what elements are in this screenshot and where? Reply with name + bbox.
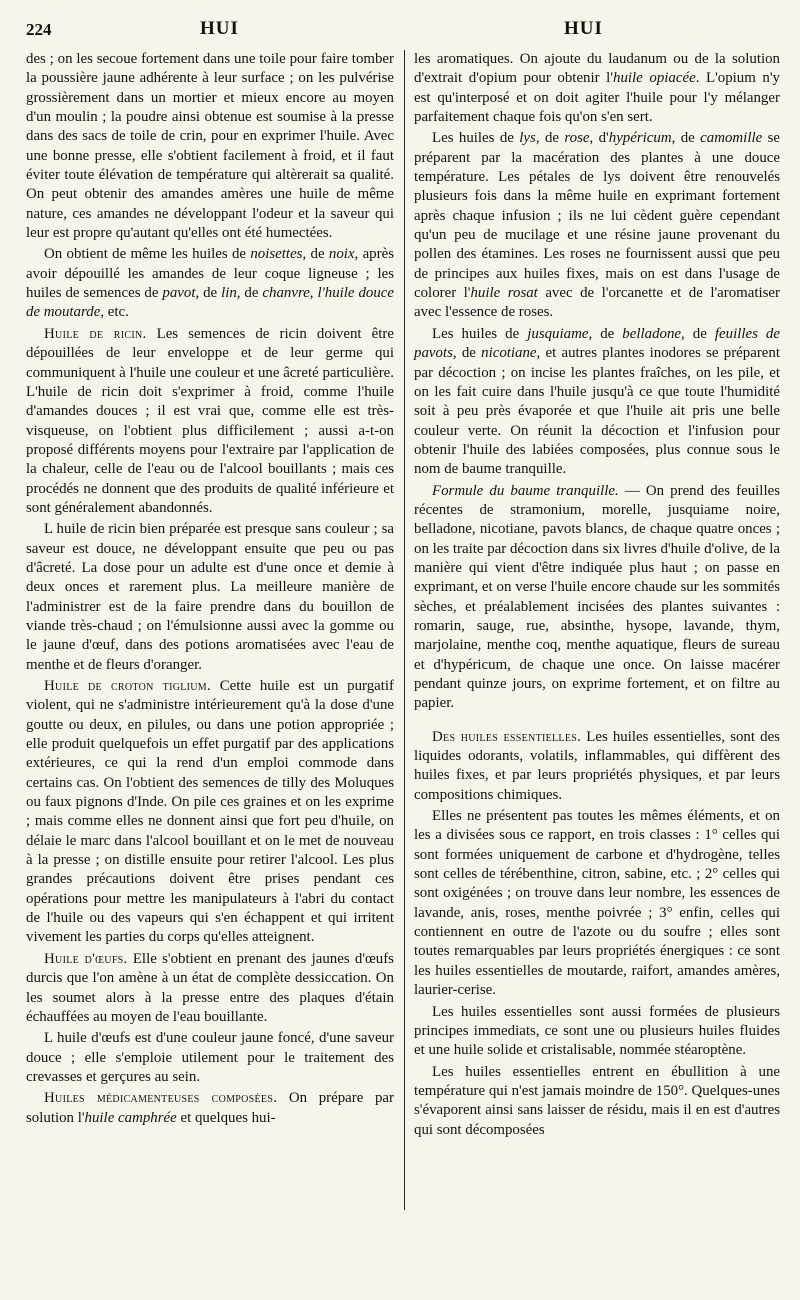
paragraph: Huile de croton tiglium. Cette huile est un purgatif violent, qui ne s'administre intérieurement qu'à la dose d'une goutte ou deux, en pilules, ou dans une potion appropriée ; elle produit quelquefois un effet purgatif par des applications extérieures, ce qui la rend d'un emploi commode dans certains cas. On l'obtient des semences de tilly des Moluques ou faux pignons d'Inde. On pile ces graines et on les exprime ; mais comme elles ne donnent ainsi que fort peu d'huile, on délaie le marc dans l'alcool bouillant et on le met de nouveau à la presse ; on distille ensuite pour retirer l'alcool. Les plus grandes précautions doivent être prises pendant ces opérations pour mettre les manipulateurs à l'abri du contact de l'huile ou des vapeurs qui s'en échappent et qui irritent vivement les parties du corps qu'elles atteignent.	[26, 678, 394, 946]
section-heading: Huiles médicamenteuses composées.	[44, 1090, 278, 1107]
paragraph: Formule du baume tranquille. — On prend des feuilles récentes de stramonium, morelle, jusquiame noire, belladone, nicotiane, pavots blancs, de chaque quatre onces ; on les traite par décoction dans six livres d'huile d'olive, de la manière qui vient d'être indiquée plus haut ; on passe en exprimant, et on verse l'huile encore chaude sur les sommités sèches, et préalablement incisées des plantes suivantes : romarin, sauge, rue, absinthe, hysope, lavande, thym, marjolaine, menthe coq, menthe aquatique, fleurs de sureau et d'hypéricum, de chaque une once. On laisse macérer pendant quinze jours, on exprime fortement, et on filtre au papier.	[414, 482, 780, 712]
page-number: 224	[26, 20, 52, 39]
paragraph: On obtient de même les huiles de noisettes, de noix, après avoir dépouillé les amandes de leur coque ligneuse ; les huiles de semences de pavot, de lin, de chanvre, l'huile douce de moutarde, etc.	[26, 246, 394, 321]
section-heading: Des huiles essentielles.	[432, 728, 582, 745]
paragraph: des ; on les secoue fortement dans une toile pour faire tomber la poussière jaune adhérente à leur surface ; on les pulvérise grossièrement dans un mortier et mieux encore au moyen d'un moulin ; la poudre ainsi obtenue est soumise à la presse dans des sacs de toile de crin, pour en exprimer l'huile. Avec une bonne presse, elle s'obtient facilement à froid, et il faut éviter toute élévation de température qui altèrerait sa qualité. On peut obtenir des amandes amères une huile de même nature, ces amandes ne développant l'odeur et la saveur qui leur est propre qu'autant qu'elles ont été humectées.	[26, 51, 394, 242]
paragraph: Des huiles essentielles. Les huiles essentielles, sont des liquides odorants, volatils, inflammables, qui diffèrent des huiles fixes, et par leurs propriétés physiques, et par leurs compositions chimiques.	[414, 728, 780, 803]
paragraph: Les huiles essentielles entrent en ébullition à une température qui n'est jamais moindre de 150°. Quelques-unes s'évaporent ainsi sans laisser de résidu, mais il en est d'autres qui sont décomposées	[414, 1063, 780, 1138]
section-heading: Formule du baume tranquille.	[432, 482, 619, 499]
paragraph: Huile de ricin. Les semences de ricin doivent être dépouillées de leur enveloppe et de leur germe qui communiquent à l'huile une couleur et une âcreté particulière. L'huile de ricin doit s'exprimer à froid, comme l'huile d'amandes douces ; il est vrai que, comme elle est très-visqueuse, on l'obtient plus difficilement ; aussi a-t-on proposé différents moyens pour l'extraire par l'application de la chaleur, celle de l'eau ou de l'alcool bouillants ; mais ces procédés ne donnent que des produits de qualité inférieure et sont généralement abandonnés.	[26, 325, 394, 516]
section-heading: Huile de ricin.	[44, 325, 147, 342]
column-divider	[404, 50, 405, 1210]
paragraph: Les huiles essentielles sont aussi formées de plusieurs principes immediats, ce sont une ou plusieurs huiles fluides et une huile solide et cristalisable, nommée stéaroptène.	[414, 1003, 780, 1059]
paragraph: L huile d'œufs est d'une couleur jaune foncé, d'une saveur douce ; elle s'emploie utilement pour le traitement des crevasses et gerçures au sein.	[26, 1030, 394, 1085]
paragraph: Elles ne présentent pas toutes les mêmes éléments, et on les a divisées sous ce rapport, en trois classes : 1° celles qui sont formées uniquement de carbone et d'hydrogène, telles sont celles de térébenthine, citron, sabine, etc. ; 2° celles qui sont oxigénées ; on trouve dans leur nombre, les essences de lavande, anis, roses, menthe poivrée ; 3° enfin, celles qui contiennent en outre de l'azote ou du soufre ; elles sont toutes remarquables par leurs propriétés énergiques : ce sont les huiles essentielles de moutarde, raifort, amandes amères, laurier-cerise.	[414, 808, 780, 999]
paragraph: L huile de ricin bien préparée est presque sans couleur ; sa saveur est douce, ne développant ensuite que peu ou pas d'âcreté. La dose pour un adulte est d'une once et demie à deux onces et rarement plus. La meilleure manière de l'administrer est de la faire prendre dans du bouillon de viande très-chaud ; on l'émulsionne aussi avec la gomme ou le jaune d'œuf, dans des potions aromatisées avec l'eau de menthe et de fleurs d'oranger.	[26, 521, 394, 673]
paragraph: Les huiles de lys, de rose, d'hypéricum, de camomille se préparent par la macération des plantes à une douce température. Les pétales de lys doivent être renouvelés plusieurs fois dans la même huile en exprimant fortement après chaque infusion ; ils ne lui cèdent guère cependant qu'un peu de mucilage et une résine jaune provenant du pollen des étamines. Les roses ne fournissent aussi que peu de principes aux huiles fixes, mais on est dans l'usage de colorer l'huile rosat avec de l'orcanette et de l'aromatiser avec l'essence de roses.	[414, 130, 780, 321]
left-column	[26, 50, 394, 1130]
running-head-right: HUI	[564, 18, 603, 39]
section-gap	[414, 716, 780, 728]
section-heading: Huile d'œufs.	[44, 950, 128, 967]
paragraph: les aromatiques. On ajoute du laudanum ou de la solution d'extrait d'opium pour obtenir l'huile opiacée. L'opium n'y est qu'interposé et on doit agiter l'huile pour l'y mélanger parfaitement chaque fois qu'on s'en sert.	[414, 51, 780, 126]
paragraph: Huiles médicamenteuses composées. On prépare par solution l'huile camphrée et quelques hui-	[26, 1090, 394, 1126]
section-heading: Huile de croton tiglium.	[44, 678, 212, 694]
paragraph: Huile d'œufs. Elle s'obtient en prenant des jaunes d'œufs durcis que l'on amène à un état de complète dessiccation. On les soumet alors à la presse entre des plaques d'étain échauffées au moyen de l'eau bouillante.	[26, 950, 394, 1025]
page-header	[0, 18, 800, 48]
right-column	[414, 50, 780, 1142]
running-head-left: HUI	[200, 18, 239, 39]
paragraph: Les huiles de jusquiame, de belladone, de feuilles de pavots, de nicotiane, et autres plantes inodores se préparent par décoction ; on incise les plantes fraîches, on les pile, et on les fait cuire dans l'huile jusqu'à ce que toute l'humidité soit à peu près évaporée et que l'huile ait pris une belle couleur verte. On réunit la décoction et l'infusion pour obtenir l'huile des labiées composées, plus connue sous le nom de baume tranquille.	[414, 325, 780, 478]
